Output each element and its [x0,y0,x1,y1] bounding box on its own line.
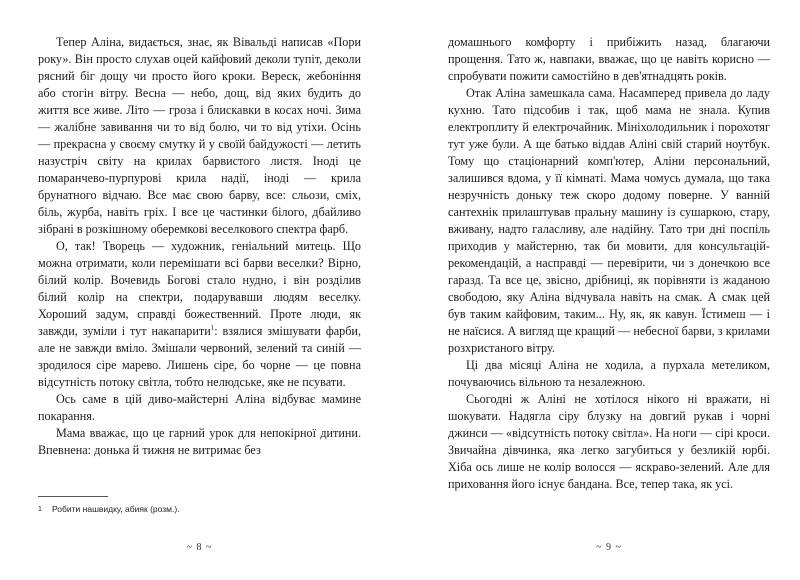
paragraph-part: : взялися змішувати фарби, але не завжди вміло. Змішали червоний, зелений та синій — зродилося сіре марево. Лишень сіре, бо чорне — це повна відсутність потоку світла, тобто нелюдське, яке не псувати. [38,324,361,389]
right-page-text [448,34,770,493]
page-number-left: ~ 8 ~ [186,542,213,553]
paragraph: Ці два місяці Аліна не ходила, а пурхала метеликом, почуваючись вільною та незалежною. [448,358,770,389]
paragraph-part: О, так! Творець — художник, геніальний митець. Що можна отримати, коли перемішати всі барви веселки? Вірно, білий колір. Вочевидь Богові стало нудно, і він розділив білий колір на спектри, подарувавши людям веселку. Хороший задум, справді божественний. Проте люди, як завжди, зуміли і тут накапарити [38,239,361,338]
paragraph: Сьогодні ж Аліні не хотілося нікого ні вражати, ні шокувати. Надягла сіру блузку на довгий рукав і чорні джинси — «відсутність потоку світла». На ноги — сірі кроси. Звичайна дівчинка, яка легко загубиться у безликій юрбі. Хіба ось лише не колір волосся — яскраво-зелений. Але для приховання його існує бандана. Все, тепер така, як усі. [448,392,770,491]
footnote-marker: 1 [210,323,215,332]
right-page [448,34,770,554]
paragraph: домашнього комфорту і прибіжить назад, благаючи прощення. Тато ж, навпаки, вважає, що це навіть корисно — спробувати пожити самостійно в дев'ятнадцять років. [448,35,770,83]
footnote-text: Робити нашвидку, абияк (розм.). [52,504,180,514]
footnote-number: 1 [38,506,42,513]
paragraph [38,238,361,391]
paragraph: Отак Аліна замешкала сама. Насамперед привела до ладу кухню. Тато підсобив і так, щоб мама не знала. Купив електроплиту й електрочайник. Мініхолодильник і порохотяг тут уже були. А ще батько віддав Аліні свій старий ноутбук. Тому що стаціонарний комп'ютер, Аліни персональний, залишився вдома, у її кімнаті. Мама чомусь думала, що така незручність доньку теж скоро додому поверне. У ванній сантехнік прилаштував пральну машину із сушаркою, стару, вживану, надто галасливу, але надійну. Тато три дні поспіль приходив у майстерню, так би мовити, для консультацій-рекомендацій, а насправді — перевірити, чи з донечкою все гаразд. Та все це, звісно, дрібниці, як порівняти із жаданою свободою, яку Аліна відчувала навіть на смак. А смак цей був таким кайфовим, таким... Ну, як, як кавун. Їстимеш — і не наїсися. А вигляд ще кращий — небесної барви, з крилами розхристаного вітру. [448,86,770,355]
left-page-text [38,34,361,459]
paragraph: Ось саме в цій диво-майстерні Аліна відбуває мамине покарання. [38,392,361,423]
left-page [38,34,361,554]
paragraph: Тепер Аліна, видається, знає, як Вівальді написав «Пори року». Він просто слухав оцей кайфовий деколи тупіт, деколи рясний біг дощу чи просто його кроки. Вереск, жебоніння або стогін вітру. Весна — небо, дощ, від яких будить до життя все живе. Літо — гроза і блискавки в косах ночі. Зима — жалібне завивання чи то від болю, чи то від утіхи. Осінь — прекрасна у своєму смутку й у своїй байдужості — летить назустріч світу на крилах барвистого листя. Іноді це помаранчево-пурпурові крила надії, іноді — крила брунатного відчаю. Все має свою барву, все: сльози, сміх, біль, журба, навіть гріх. І все це частинки білого, дбайливо зібрані в розкішному оберемкові веселкового спектра фарб. [38,35,361,236]
footnote-divider [38,496,108,497]
paragraph: Мама вважає, що це гарний урок для непокірної дитини. Впевнена: донька й тижня не витримає без [38,426,361,457]
page-number-right: ~ 9 ~ [596,542,622,553]
footnote [38,504,361,515]
